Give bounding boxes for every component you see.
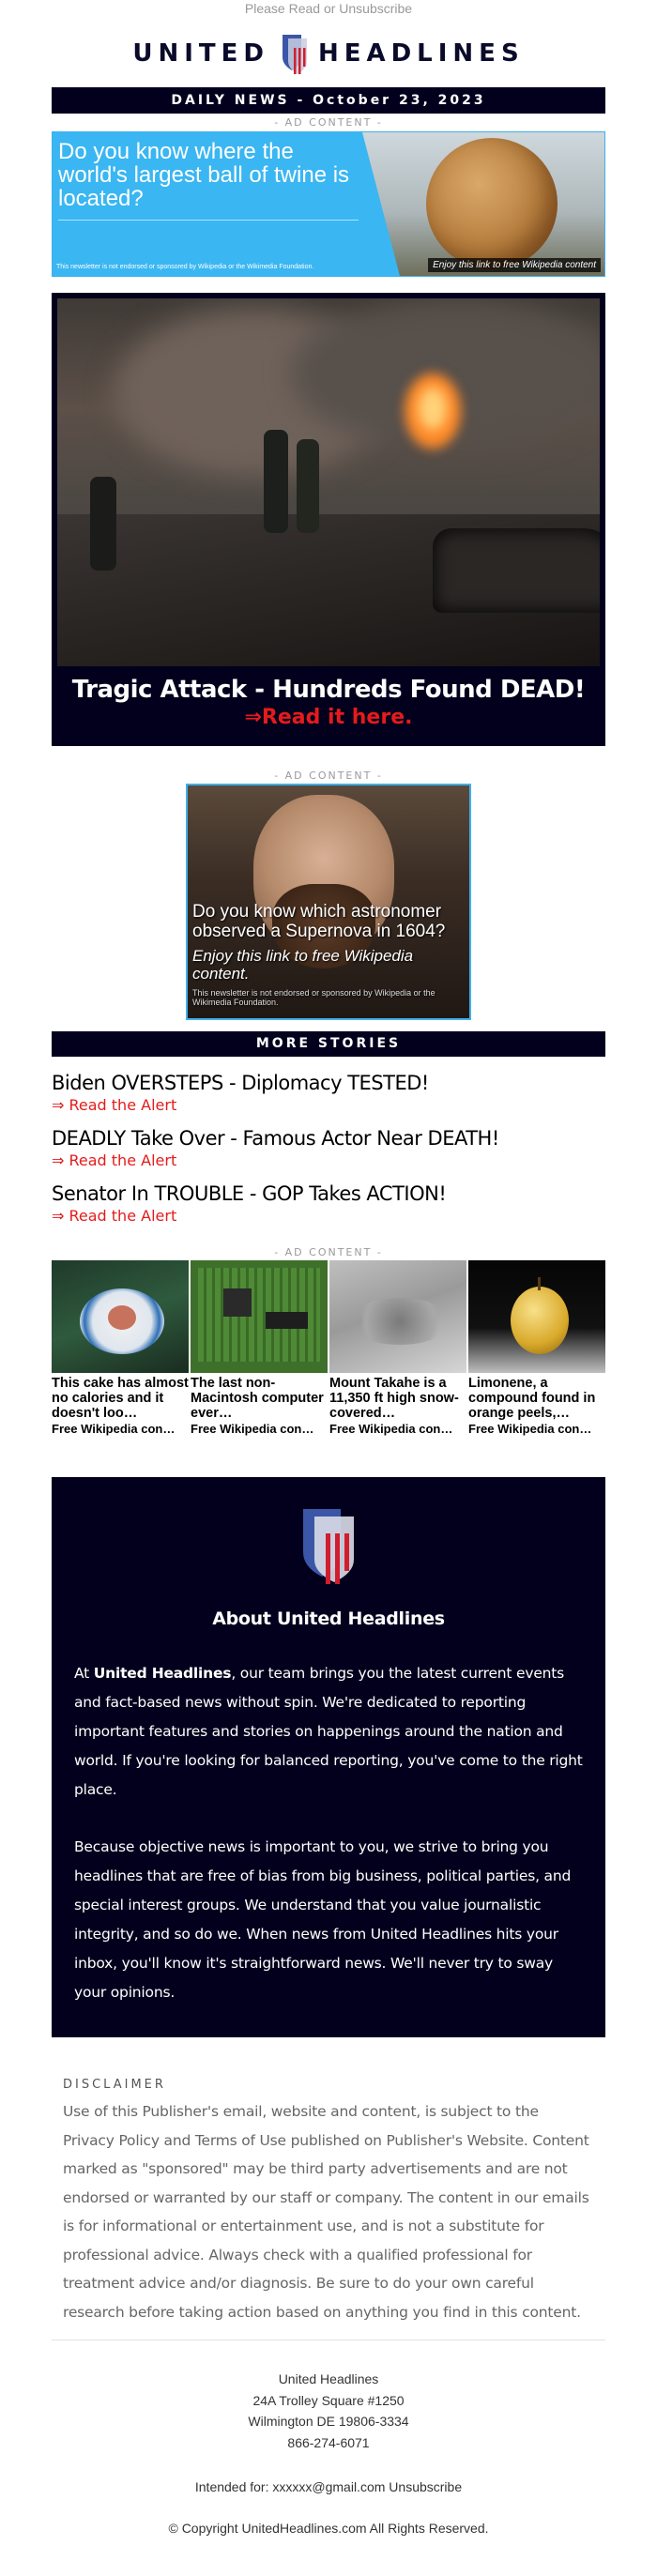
about-section (52, 1477, 605, 2037)
ad-card[interactable] (52, 1260, 189, 1436)
orange-image (468, 1260, 605, 1373)
masthead[interactable] (0, 19, 657, 87)
footer-copyright: © Copyright UnitedHeadlines.com All Rights Reserved. (168, 2520, 489, 2536)
footer-email: xxxxxx@gmail.com (272, 2479, 386, 2494)
ad-astronomer[interactable] (186, 784, 471, 1020)
story-item[interactable] (52, 1127, 605, 1169)
about-paragraph: Because objective news is important to you, we strive to bring you headlines that are free of bias from big business, political parties, and special interest groups. We understand that you value journalistic integrity, and so do we. When news from United Headlines hits your inbox, you'll know it's straightforward news. We'll never try to sway your opinions. (74, 1838, 572, 2001)
ad-astronomer-sub: Enjoy this link to free Wikipedia content. (192, 947, 414, 983)
ad-card-title[interactable]: This cake has almost no calories and it doesn't loo… (52, 1376, 189, 1421)
story-title[interactable]: DEADLY Take Over - Famous Actor Near DEATH! (52, 1127, 499, 1150)
brand-word-left: UNITED (132, 38, 269, 68)
disclaimer-label: DISCLAIMER (63, 2078, 166, 2092)
hero-story[interactable] (52, 293, 605, 746)
about-text: , our team brings you the latest current events and fact-based news without spin. We're dedicated to reporting important features and stories on happenings around the nation and world. If you're looking for balanced reporting, you've come to the right place. (74, 1665, 583, 1798)
footer-address-line1: 24A Trolley Square #1250 (252, 2392, 405, 2408)
motherboard-image (191, 1260, 328, 1373)
burned-car (433, 528, 600, 613)
ad-card-title[interactable]: Limonene, a compound found in orange peels,… (468, 1376, 596, 1421)
shield-logo-icon (299, 1505, 358, 1584)
story-title[interactable]: Senator In TROUBLE - GOP Takes ACTION! (52, 1182, 447, 1205)
footer (0, 2369, 657, 2538)
ad-card[interactable] (329, 1260, 466, 1436)
ad-content-label: - AD CONTENT - (274, 116, 383, 129)
footer-phone: 866-274-6071 (287, 2434, 370, 2450)
more-stories-header: MORE STORIES (52, 1031, 605, 1057)
footer-company: United Headlines (278, 2371, 379, 2386)
hero-read-link[interactable]: ⇒Read it here. (244, 706, 413, 729)
ad-astronomer-disclaimer: This newsletter is not endorsed or sponsored by Wikipedia or the Wikimedia Foundation. (192, 988, 435, 1007)
story-item[interactable] (52, 1072, 605, 1114)
firefighter (297, 439, 319, 533)
ad-astronomer-text (192, 902, 465, 1007)
ad-card-source: Free Wikipedia con… (52, 1422, 176, 1436)
ad-content-label: - AD CONTENT - (274, 1246, 383, 1258)
ad-card-title[interactable]: Mount Takahe is a 11,350 ft high snow-covered… (329, 1376, 459, 1421)
ad-card-source: Free Wikipedia con… (191, 1422, 314, 1436)
fire-glow (419, 388, 447, 430)
shield-logo-icon (281, 33, 309, 74)
about-title: About United Headlines (212, 1608, 445, 1629)
ad-content-label: - AD CONTENT - (274, 770, 383, 782)
mountain-image (329, 1260, 466, 1373)
footer-address-line2: Wilmington DE 19806-3334 (248, 2414, 409, 2429)
ad-card-source: Free Wikipedia con… (468, 1422, 592, 1436)
ad-banner-twine[interactable] (52, 131, 605, 277)
disclaimer-text: Use of this Publisher's email, website and content, is subject to the Privacy Policy and Terms of Use published on Publisher's Website. Content marked as "sponsored" may be third party advertisements and are not endorsed or warranted by our staff or company. The content in our emails is for informational or entertainment use, and is not a substitute for professional advice. Always check with a qualified professional for treatment advice and/or diagnosis. Be sure to do your own careful research before taking action based on anything you find in this content. (63, 2103, 589, 2321)
story-item[interactable] (52, 1182, 605, 1225)
ad-card[interactable] (468, 1260, 605, 1436)
ad-astronomer-headline: Do you know which astronomer observed a Supernova in 1604? (192, 902, 446, 941)
ad-card-title[interactable]: The last non-Macintosh computer ever… (191, 1376, 324, 1421)
ad-banner-divider (58, 220, 359, 221)
cake-image (52, 1260, 189, 1373)
story-title[interactable]: Biden OVERSTEPS - Diplomacy TESTED! (52, 1072, 429, 1094)
ad-card-source: Free Wikipedia con… (329, 1422, 453, 1436)
firefighter (264, 430, 288, 533)
footer-intended-label: Intended for: (194, 2479, 269, 2494)
twine-ball-image (426, 138, 558, 269)
hero-image-firefighters (57, 298, 600, 666)
disclaimer-section (52, 2078, 605, 2326)
about-brand-name: United Headlines (93, 1665, 232, 1682)
footer-intended (0, 2477, 657, 2498)
brand-word-right: HEADLINES (317, 38, 525, 68)
about-paragraph (74, 1659, 583, 1805)
date-bar: DAILY NEWS - October 23, 2023 (52, 87, 605, 114)
story-read-link[interactable]: ⇒ Read the Alert (52, 1096, 177, 1114)
hero-title[interactable]: Tragic Attack - Hundreds Found DEAD! (71, 676, 586, 704)
ad-banner-caption: Enjoy this link to free Wikipedia content (428, 258, 601, 272)
ad-banner-disclaimer: This newsletter is not endorsed or sponsored by Wikipedia or the Wikimedia Foundation. (56, 264, 314, 270)
firefighter (90, 477, 116, 571)
story-read-link[interactable]: ⇒ Read the Alert (52, 1207, 177, 1225)
ad-grid (52, 1260, 605, 1436)
preheader-unsubscribe-link[interactable]: Please Read or Unsubscribe (244, 1, 413, 16)
ad-banner-headline: Do you know where the world's largest ball of twine is located? (58, 139, 350, 211)
story-read-link[interactable]: ⇒ Read the Alert (52, 1151, 177, 1169)
ad-card[interactable] (191, 1260, 328, 1436)
footer-unsubscribe-link[interactable]: Unsubscribe (389, 2479, 463, 2494)
about-text: At (74, 1665, 94, 1682)
